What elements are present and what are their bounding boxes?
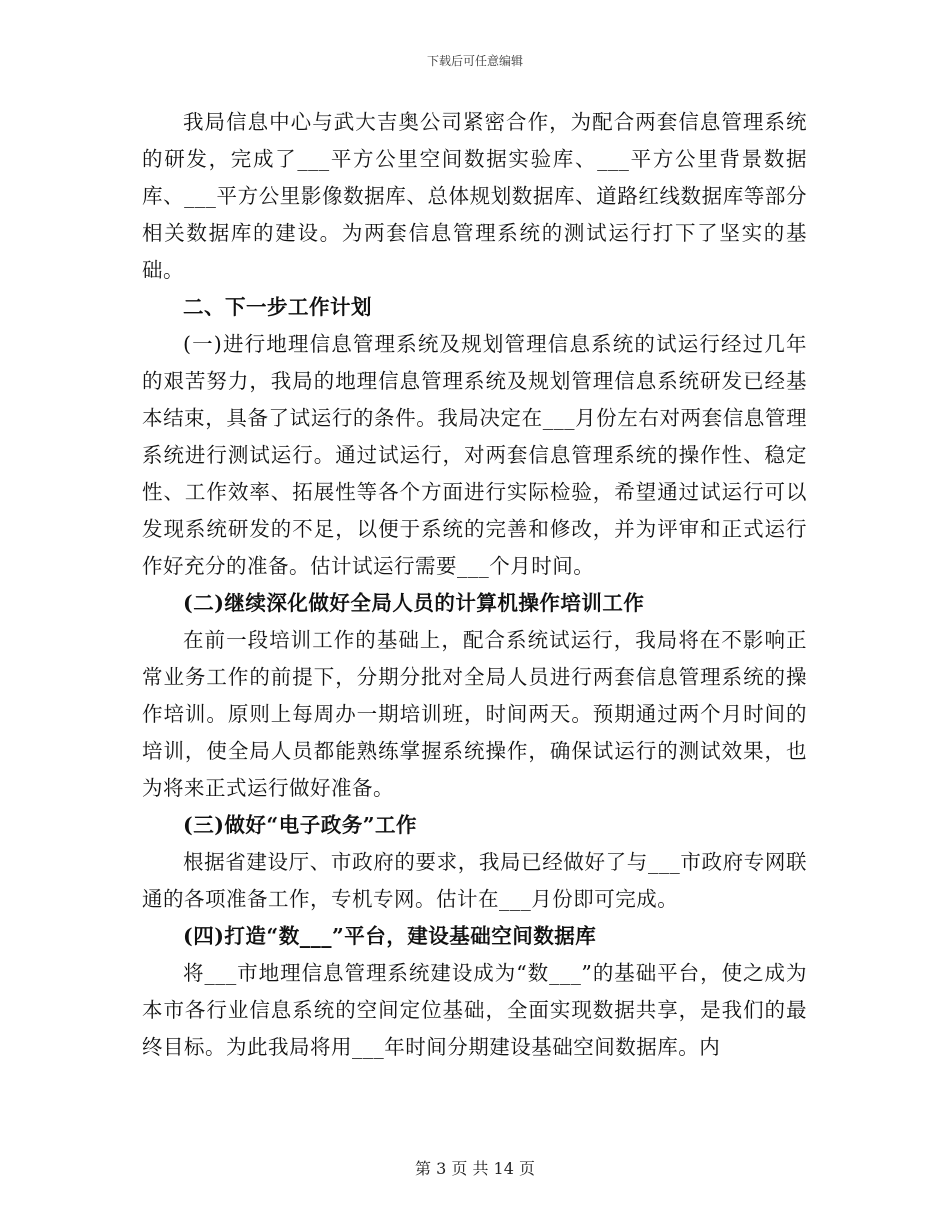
item-heading-training: (二)继续深化做好全局人员的计算机操作培训工作 <box>183 591 645 615</box>
section-heading-next-plan: 二、下一步工作计划 <box>183 295 372 319</box>
page-number: 第 3 页 共 14 页 <box>415 1159 535 1178</box>
paragraph-training: 在前一段培训工作的基础上，配合系统试运行，我局将在不影响正常业务工作的前提下，分期分批对全局人员进行两套信息管理系统的操作培训。原则上每周办一期培训班，时间两天。预期通过两个月时间的培训，使全局人员都能熟练掌握系统操作，确保试运行的测试效果，也为将来正式运行做好准备。 <box>142 628 807 800</box>
document-body <box>142 104 807 1066</box>
paragraph-data-collaboration: 我局信息中心与武大吉奥公司紧密合作，为配合两套信息管理系统的研发，完成了___平方公里空间数据实验库、___平方公里背景数据库、___平方公里影像数据库、总体规划数据库、道路红线数据库等部分相关数据库的建设。为两套信息管理系统的测试运行打下了坚实的基础。 <box>142 110 807 282</box>
item-heading-e-government: (三)做好“电子政务”工作 <box>183 813 417 837</box>
page-header-note: 下载后可任意编辑 <box>426 54 523 68</box>
item-heading-digital-platform: (四)打造“数___”平台，建设基础空间数据库 <box>183 924 597 948</box>
paragraph-digital-platform: 将___市地理信息管理系统建设成为“数___”的基础平台，使之成为本市各行业信息系统的空间定位基础，全面实现数据共享，是我们的最终目标。为此我局将用___年时间分期建设基础空间数据库。内 <box>142 961 807 1059</box>
paragraph-trial-run: (一)进行地理信息管理系统及规划管理信息系统的试运行经过几年的艰苦努力，我局的地理信息管理系统及规划管理信息系统研发已经基本结束，具备了试运行的条件。我局决定在___月份左右对两套信息管理系统进行测试运行。通过试运行，对两套信息管理系统的操作性、稳定性、工作效率、拓展性等各个方面进行实际检验，希望通过试运行可以发现系统研发的不足，以便于系统的完善和修改，并为评审和正式运行作好充分的准备。估计试运行需要___个月时间。 <box>142 332 807 578</box>
paragraph-e-government: 根据省建设厅、市政府的要求，我局已经做好了与___市政府专网联通的各项准备工作，专机专网。估计在___月份即可完成。 <box>142 850 807 911</box>
